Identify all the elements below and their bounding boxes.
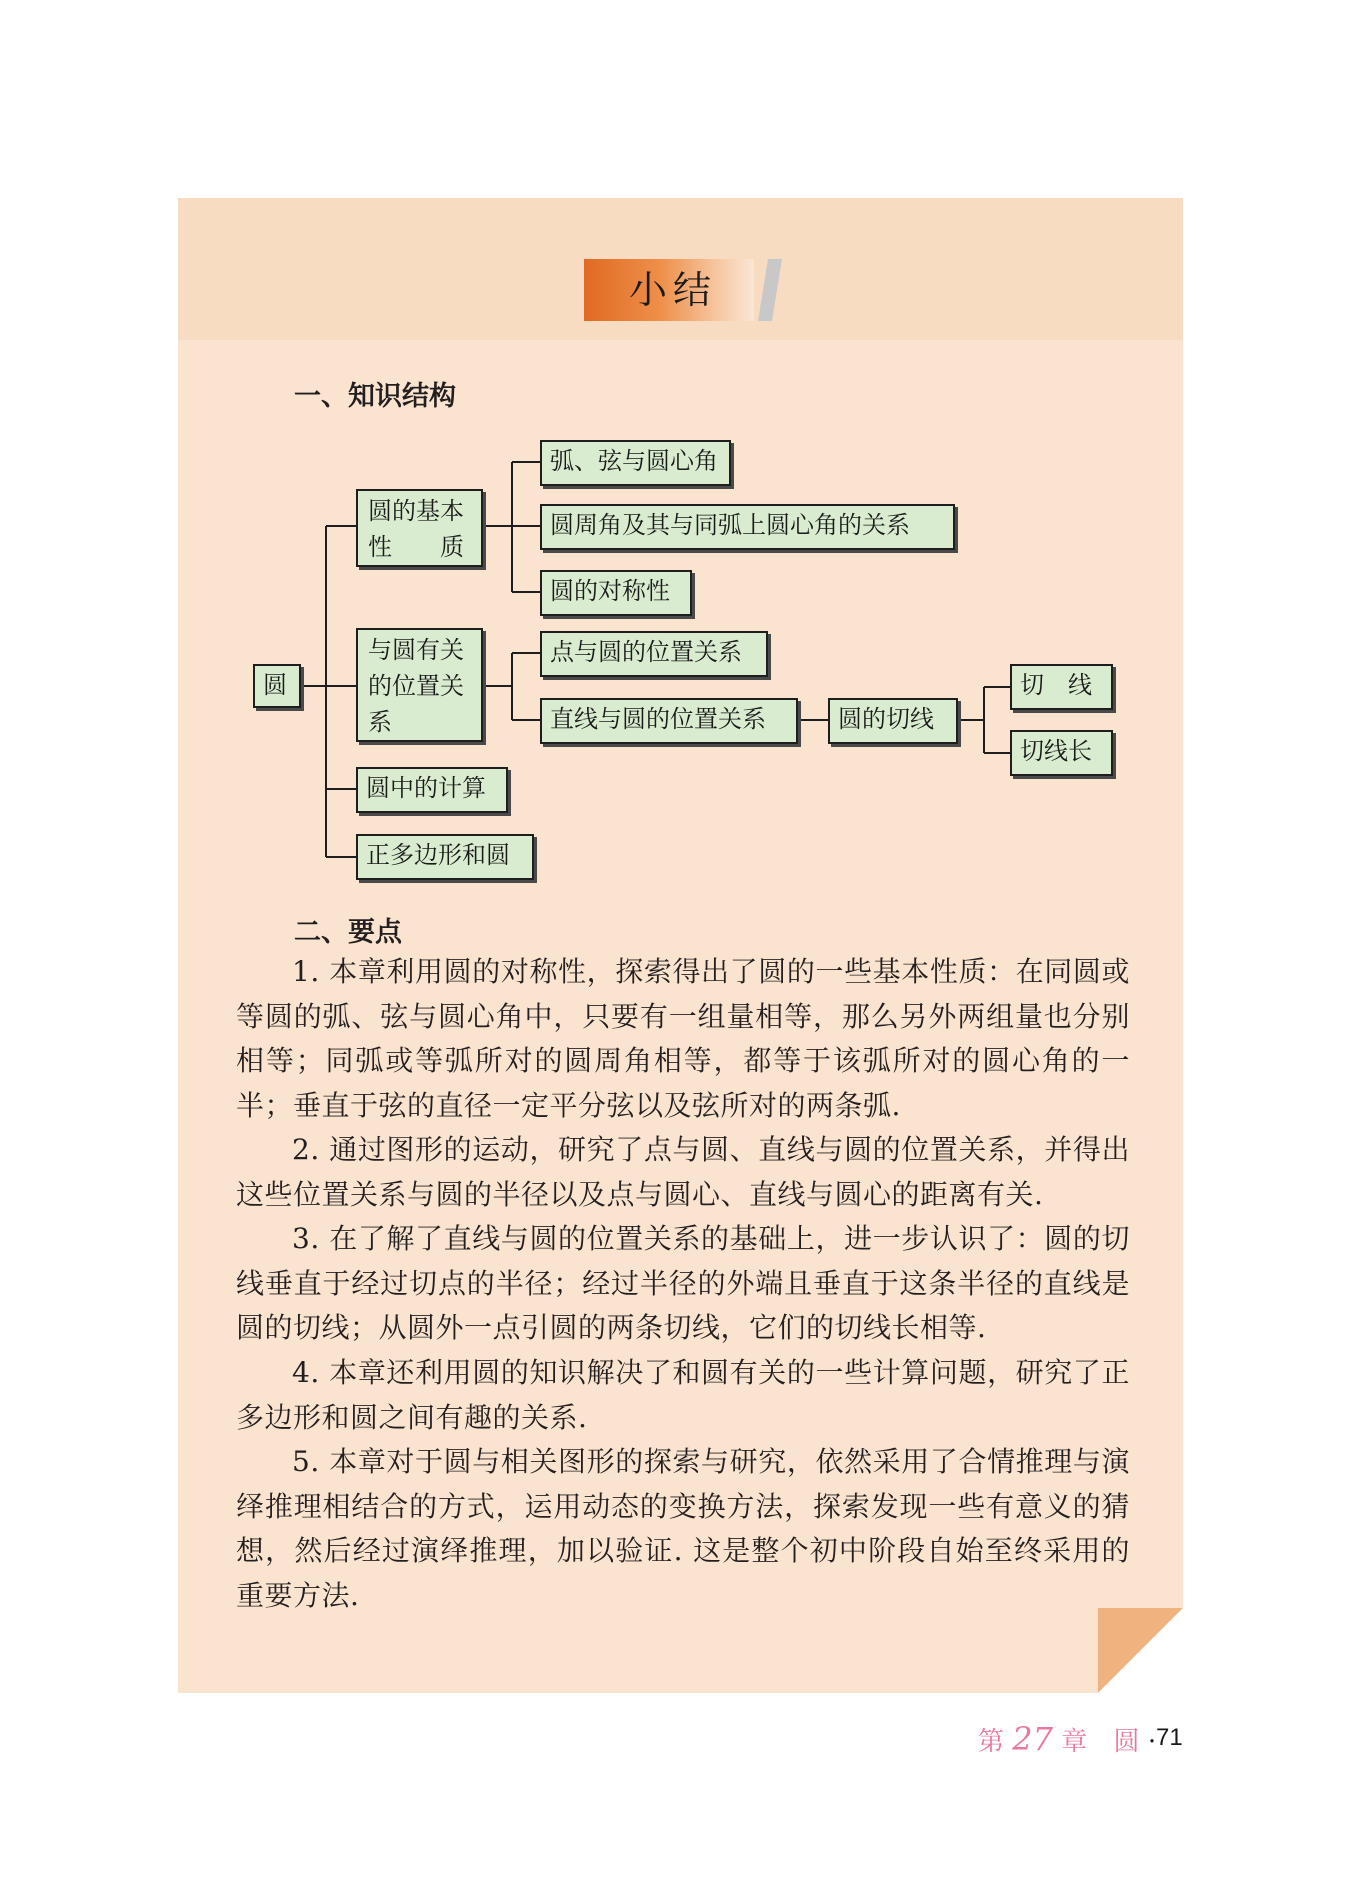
- page-number: 71: [1156, 1724, 1183, 1751]
- node-tangent-line: 切 线: [1010, 664, 1113, 710]
- node-polygon-and-circle: 正多边形和圆: [356, 834, 534, 880]
- node-circle-calculation: 圆中的计算: [356, 767, 508, 813]
- node-tangent-of-circle: 圆的切线: [828, 698, 958, 744]
- chapter-number: 27: [1012, 1720, 1053, 1758]
- page-title: 小结: [628, 268, 717, 312]
- chapter-title: 圆: [1113, 1727, 1140, 1757]
- section-heading-key-points: 二、要点: [294, 917, 402, 948]
- key-point-4: 4. 本章还利用圆的知识解决了和圆有关的一些计算问题，研究了正多边形和圆之间有趣的关系.: [236, 1356, 1130, 1434]
- chapter-suffix: 章: [1061, 1727, 1088, 1757]
- node-basic-properties: 圆的基本性 质: [356, 489, 483, 567]
- node-circle: 圆: [253, 664, 301, 708]
- node-arc-chord-angle: 弧、弦与圆心角: [540, 440, 731, 486]
- node-position-relations: 与圆有关的位置关系: [356, 628, 483, 742]
- node-point-circle: 点与圆的位置关系: [540, 631, 768, 677]
- key-point-1: 1. 本章利用圆的对称性，探索得出了圆的一些基本性质：在同圆或等圆的弧、弦与圆心角中，只要有一组量相等，那么另外两组量也分别相等；同弧或等弧所对的圆周角相等，都等于该弧所对的圆心角的一半；垂直于弦的直径一定平分弦以及弦所对的两条弧.: [236, 955, 1130, 1122]
- section-heading-structure: 一、知识结构: [294, 381, 456, 412]
- node-line-circle: 直线与圆的位置关系: [540, 698, 798, 744]
- chapter-footer: [978, 1720, 1156, 1758]
- footer-dot: ·: [1147, 1727, 1157, 1757]
- title-stripe: [758, 259, 784, 321]
- page-curl-corner: [1098, 1608, 1183, 1693]
- chapter-prefix: 第: [978, 1727, 1005, 1757]
- node-symmetry: 圆的对称性: [540, 570, 692, 616]
- key-point-2: 2. 通过图形的运动，研究了点与圆、直线与圆的位置关系，并得出这些位置关系与圆的半径以及点与圆心、直线与圆心的距离有关.: [236, 1133, 1130, 1211]
- title-box: [584, 259, 754, 321]
- node-inscribed-angle: 圆周角及其与同弧上圆心角的关系: [540, 504, 955, 550]
- key-point-5: 5. 本章对于圆与相关图形的探索与研究，依然采用了合情推理与演绎推理相结合的方式，运用动态的变换方法，探索发现一些有意义的猜想，然后经过演绎推理，加以验证. 这是整个初中阶段自始至终采用的重要方法.: [236, 1445, 1130, 1612]
- key-point-3: 3. 在了解了直线与圆的位置关系的基础上，进一步认识了：圆的切线垂直于经过切点的半径；经过半径的外端且垂直于这条半径的直线是圆的切线；从圆外一点引圆的两条切线，它们的切线长相等.: [236, 1222, 1130, 1344]
- node-tangent-length: 切线长: [1010, 730, 1113, 776]
